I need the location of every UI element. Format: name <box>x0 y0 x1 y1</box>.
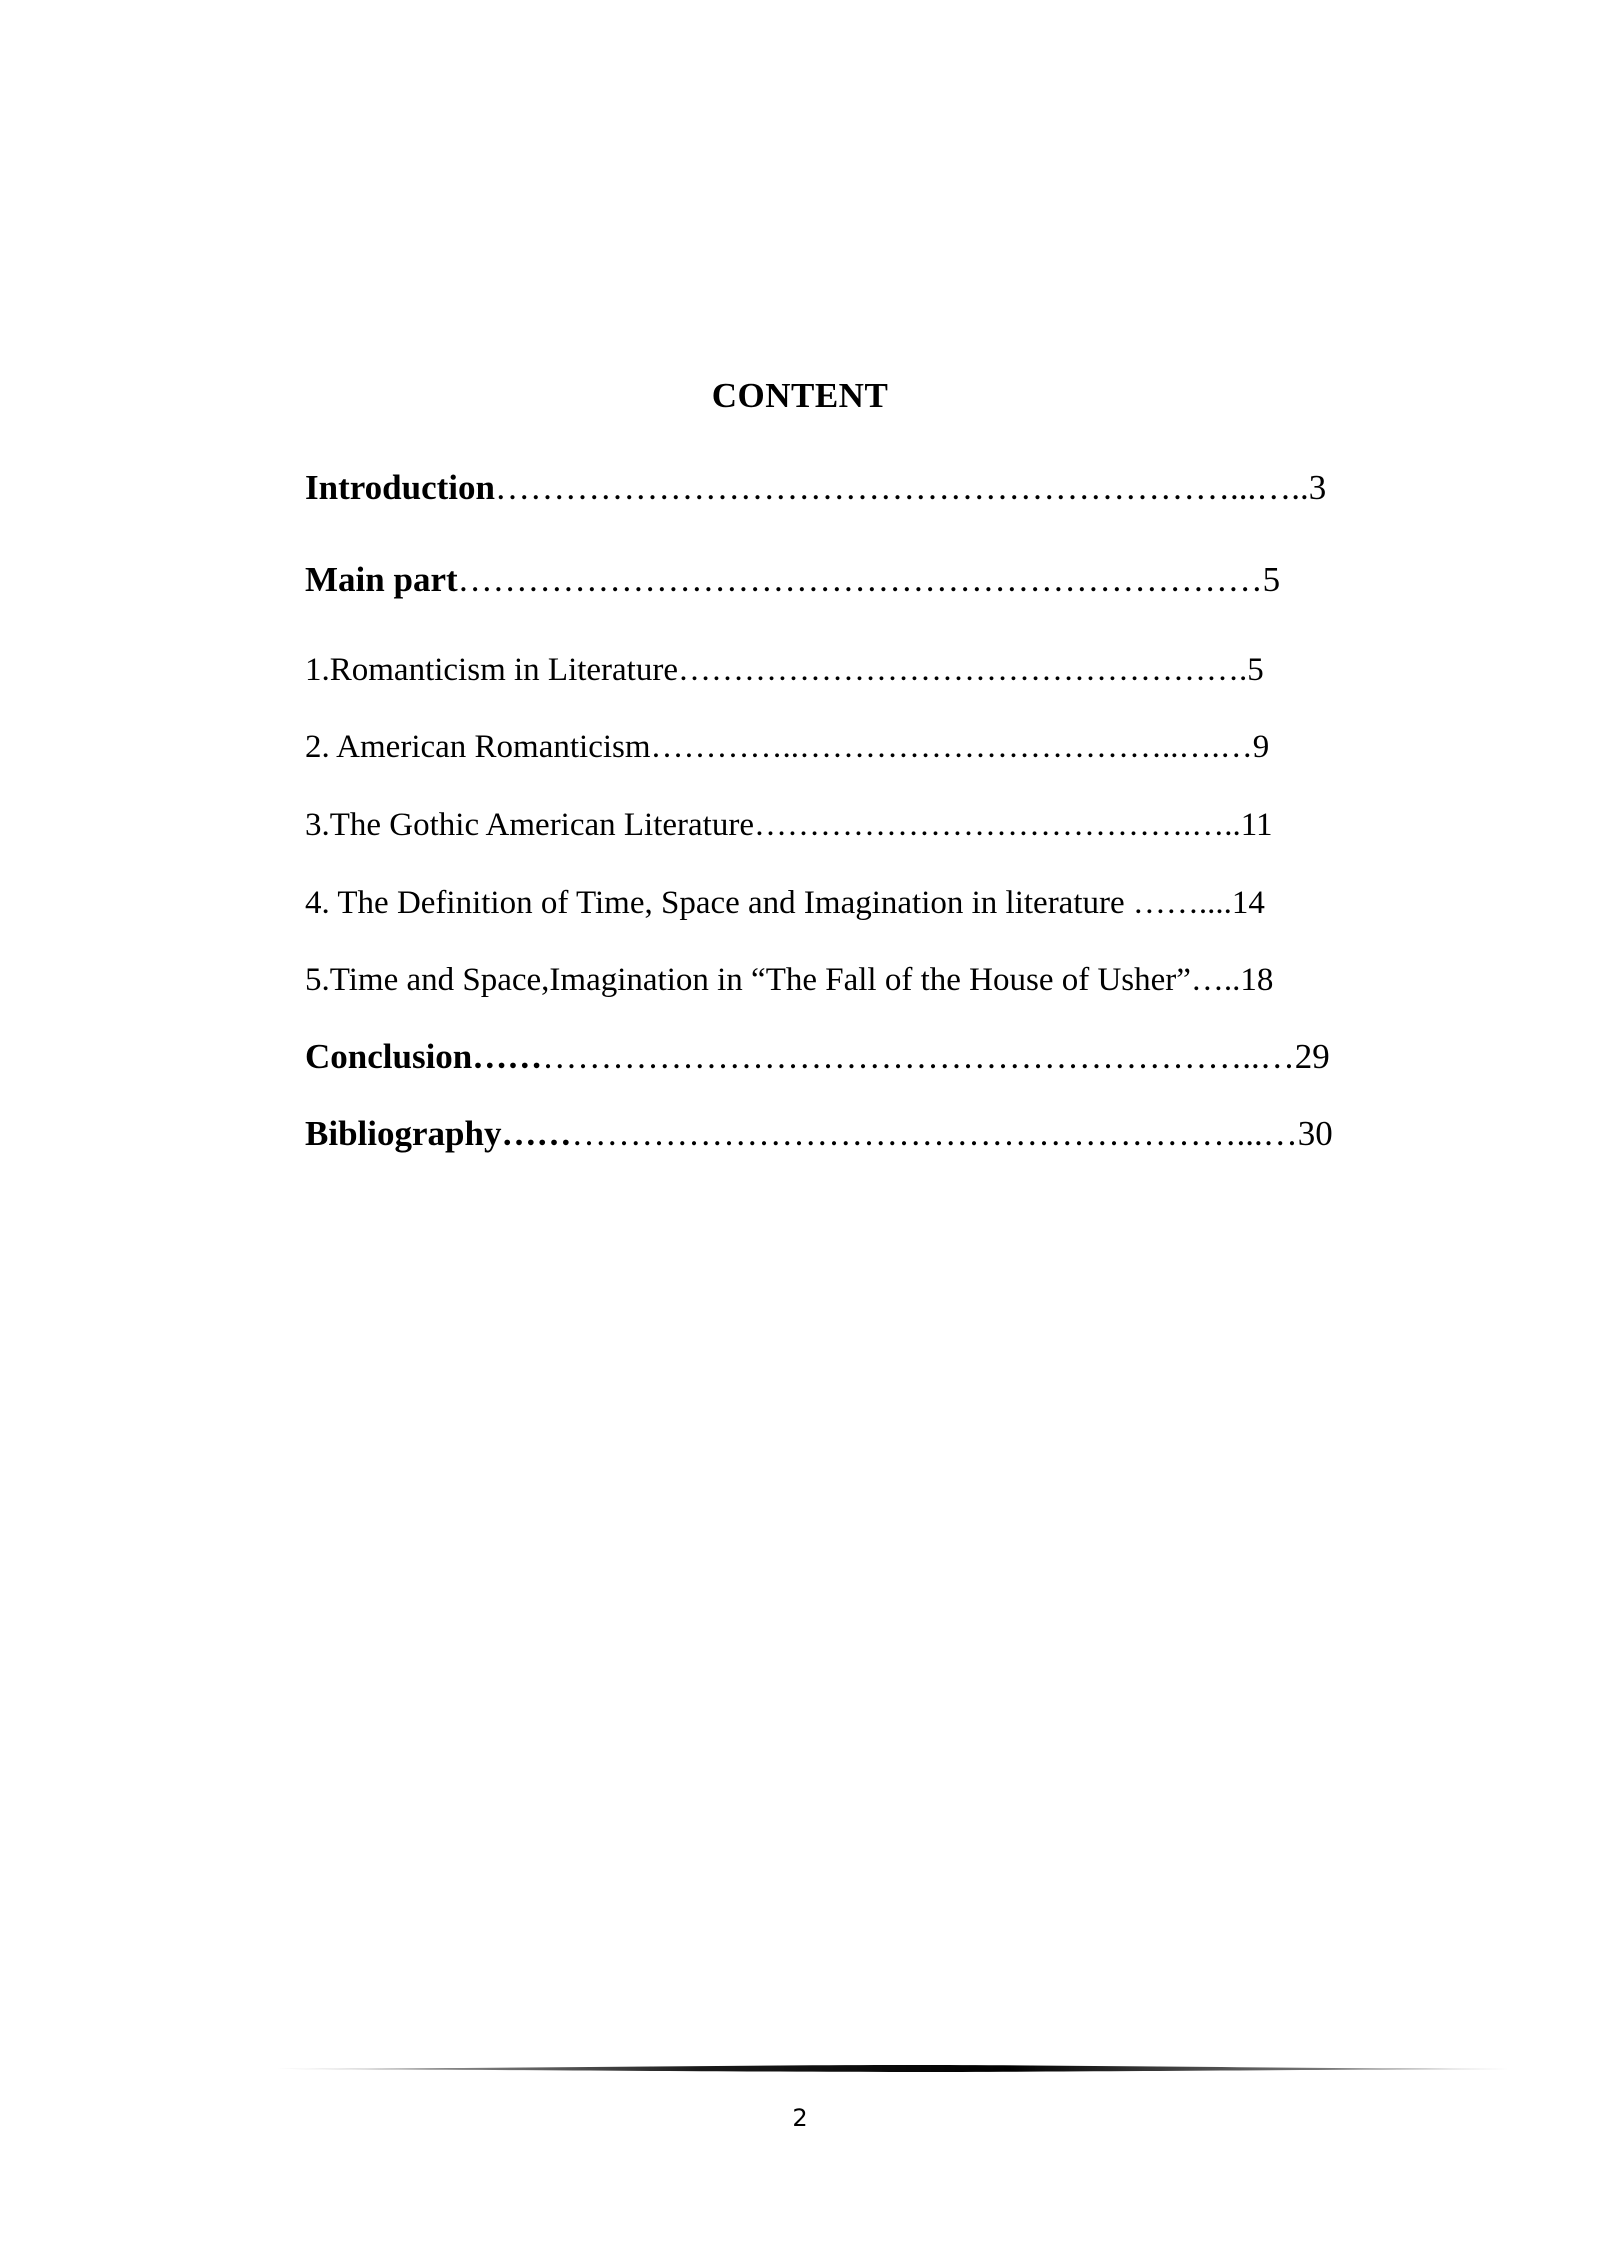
toc-entry-label: Introduction <box>305 468 495 507</box>
toc-entry-leader: …….... <box>1124 885 1232 921</box>
toc-entry-fall-of-house-of-usher[interactable] <box>305 958 1273 1002</box>
toc-entry-bold-leader: …… <box>472 1037 543 1076</box>
toc-entry-definition-of-time-space[interactable] <box>305 881 1265 925</box>
toc-entry-bibliography[interactable] <box>305 1112 1333 1156</box>
footer-divider <box>260 2064 1510 2074</box>
toc-entry-bold-leader: …… <box>501 1114 572 1153</box>
toc-entry-page: 30 <box>1297 1114 1333 1153</box>
toc-entry-leader: ……………………………………………………..… <box>542 1037 1295 1076</box>
toc-entry-page: 18 <box>1240 962 1274 998</box>
toc-entry-leader: ………………………………….….. <box>753 807 1241 843</box>
toc-entry-leader: …………..……………………………..….… <box>650 729 1253 765</box>
toc-entry-label: 5.Time and Space,Imagination in “The Fall of the House of Usher” <box>305 962 1191 998</box>
toc-entry-leader: ……………………………………………. <box>678 652 1248 688</box>
toc-entry-romanticism-in-literature[interactable] <box>305 648 1264 692</box>
toc-entry-label: 2. American Romanticism <box>305 729 651 765</box>
toc-entry-label: Conclusion <box>305 1037 473 1076</box>
page-number: 2 <box>792 2104 808 2132</box>
toc-entry-page: 9 <box>1252 729 1270 765</box>
toc-entry-leader: …………………………………………………………… <box>457 560 1263 599</box>
toc-entry-leader: ….. <box>1190 962 1241 998</box>
toc-entry-label: 1.Romanticism in Literature <box>305 652 678 688</box>
toc-entry-page: 11 <box>1240 807 1273 843</box>
toc-entry-leader: ………………………………………………………...….. <box>494 468 1309 507</box>
toc-entry-label: Bibliography <box>305 1114 502 1153</box>
toc-entry-page: 5 <box>1247 652 1264 688</box>
toc-entry-gothic-american-literature[interactable] <box>305 803 1273 847</box>
toc-entry-american-romanticism[interactable] <box>305 725 1269 769</box>
toc-entry-main-part[interactable] <box>305 558 1280 602</box>
toc-entry-label: 4. The Definition of Time, Space and Imagination in literature <box>305 885 1125 921</box>
toc-entry-label: 3.The Gothic American Literature <box>305 807 754 843</box>
toc-entry-page: 14 <box>1231 885 1265 921</box>
toc-entry-introduction[interactable] <box>305 466 1326 510</box>
toc-entry-conclusion[interactable] <box>305 1035 1330 1079</box>
toc-entry-label: Main part <box>305 560 458 599</box>
page-title: CONTENT <box>711 376 889 415</box>
toc-entry-page: 3 <box>1308 468 1327 507</box>
toc-entry-leader: …………………………………………………...… <box>571 1114 1298 1153</box>
toc-entry-page: 29 <box>1294 1037 1330 1076</box>
toc-entry-page: 5 <box>1262 560 1281 599</box>
